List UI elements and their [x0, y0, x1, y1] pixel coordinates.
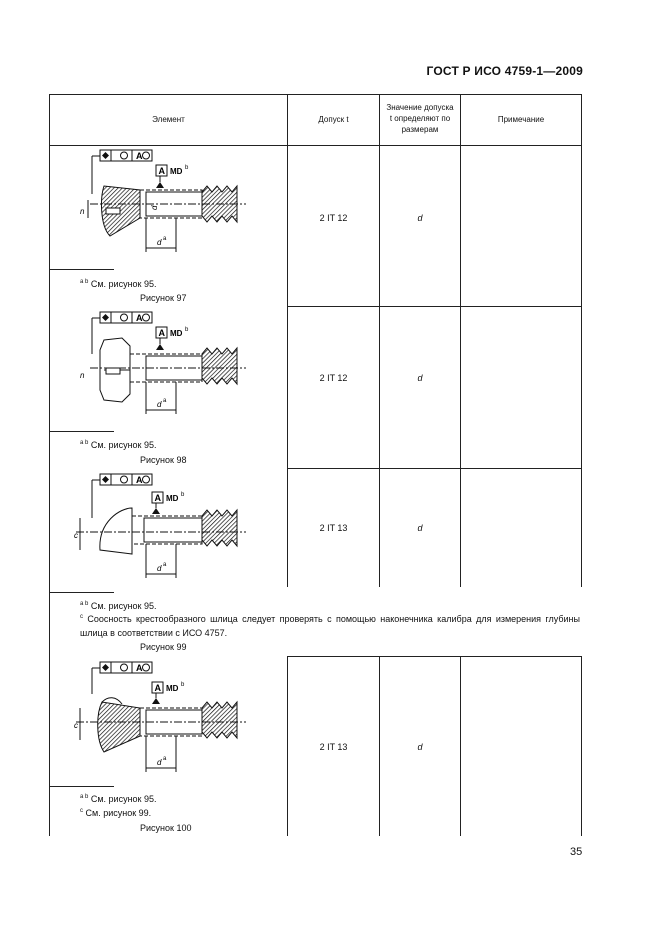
figure-100-caption: Рисунок 100 — [140, 823, 192, 833]
row4-footnote-c: $^c$ См. рисунок 99. — [80, 808, 152, 818]
svg-text:b: b — [185, 327, 189, 333]
col-header-tolerance: Допуск t — [318, 115, 349, 124]
col-divider-3b — [460, 656, 461, 836]
col-divider-3a — [460, 94, 461, 587]
svg-text:A: A — [136, 151, 143, 161]
svg-text:a: a — [163, 756, 167, 762]
svg-text:d: d — [157, 758, 162, 767]
figure-99-caption: Рисунок 99 — [140, 642, 187, 652]
row3-tolerance: 2 IT 13 — [319, 523, 348, 533]
col-divider-2a — [379, 94, 380, 587]
col-header-note: Примечание — [497, 115, 545, 124]
col-divider-1a — [287, 94, 288, 587]
table-right-border-a — [581, 94, 582, 587]
svg-text:b: b — [181, 682, 185, 688]
table-header-border — [49, 145, 582, 146]
row-divider-1 — [287, 306, 582, 307]
footnote-rule — [50, 269, 114, 270]
svg-text:b: b — [181, 492, 185, 498]
row3-footnote-c: $^c$ Соосность крестообразного шлица следует проверять с помощью наконечника калибра для измерения глубины шлица в соответствии с ИСО 4757. — [80, 614, 580, 638]
fig98-dim-n: n — [80, 371, 85, 380]
document-code: ГОСТ Р ИСО 4759-1—2009 — [426, 64, 583, 78]
col-header-element: Элемент — [152, 115, 185, 124]
footnote-rule — [50, 592, 114, 593]
figure-99-drawing — [60, 472, 250, 584]
figure-100-drawing — [60, 660, 250, 778]
svg-text:a: a — [163, 562, 167, 568]
svg-text:A: A — [136, 313, 143, 323]
row3-footnote-ab: $^{a b}$ См. рисунок 95. — [80, 601, 157, 611]
svg-text:MD: MD — [170, 167, 183, 176]
svg-text:d: d — [157, 564, 162, 573]
svg-text:b: b — [185, 165, 189, 171]
svg-text:d: d — [157, 400, 162, 409]
fig97-dim-n: n — [80, 207, 85, 216]
svg-text:d: d — [150, 205, 159, 210]
row1-footnote: $^{a b}$ См. рисунок 95. — [80, 279, 157, 289]
col-header-tolerance-value-line1: Значение допуска — [386, 103, 454, 112]
row1-tolerance: 2 IT 12 — [319, 213, 348, 223]
page-number: 35 — [570, 846, 583, 858]
figure-98-drawing — [60, 310, 250, 422]
svg-text:A: A — [154, 493, 161, 503]
footnote-rule — [50, 786, 114, 787]
row4-value: d — [417, 742, 423, 752]
figure-97-drawing — [60, 148, 250, 260]
table-right-border-b — [581, 656, 582, 836]
row3-value: d — [417, 523, 423, 533]
svg-text:A: A — [154, 683, 161, 693]
svg-text:MD: MD — [166, 684, 179, 693]
figure-97-caption: Рисунок 97 — [140, 293, 187, 303]
svg-text:A: A — [136, 663, 143, 673]
svg-text:d: d — [157, 238, 162, 247]
row1-value: d — [417, 213, 423, 223]
svg-text:a: a — [163, 236, 167, 242]
svg-text:A: A — [158, 328, 165, 338]
table-left-border — [49, 94, 50, 836]
svg-text:MD: MD — [166, 494, 179, 503]
row-divider-3 — [287, 656, 582, 657]
col-header-tolerance-value — [380, 102, 460, 135]
fig99-dim-c: c — [74, 531, 78, 540]
row2-tolerance: 2 IT 12 — [319, 373, 348, 383]
row4-tolerance: 2 IT 13 — [319, 742, 348, 752]
row2-footnote: $^{a b}$ См. рисунок 95. — [80, 440, 157, 450]
col-header-tolerance-value-line2: t определяют по — [389, 114, 451, 123]
col-header-tolerance-value-line3: размерам — [401, 125, 439, 134]
svg-text:A: A — [136, 475, 143, 485]
svg-text:MD: MD — [170, 329, 183, 338]
table-top-border — [49, 94, 582, 95]
row4-footnote-ab: $^{a b}$ См. рисунок 95. — [80, 794, 157, 804]
footnote-rule — [50, 431, 114, 432]
fig100-dim-c: c — [74, 721, 78, 730]
svg-text:A: A — [158, 166, 165, 176]
svg-text:a: a — [163, 398, 167, 404]
row-divider-2 — [287, 468, 582, 469]
figure-98-caption: Рисунок 98 — [140, 455, 187, 465]
row2-value: d — [417, 373, 423, 383]
